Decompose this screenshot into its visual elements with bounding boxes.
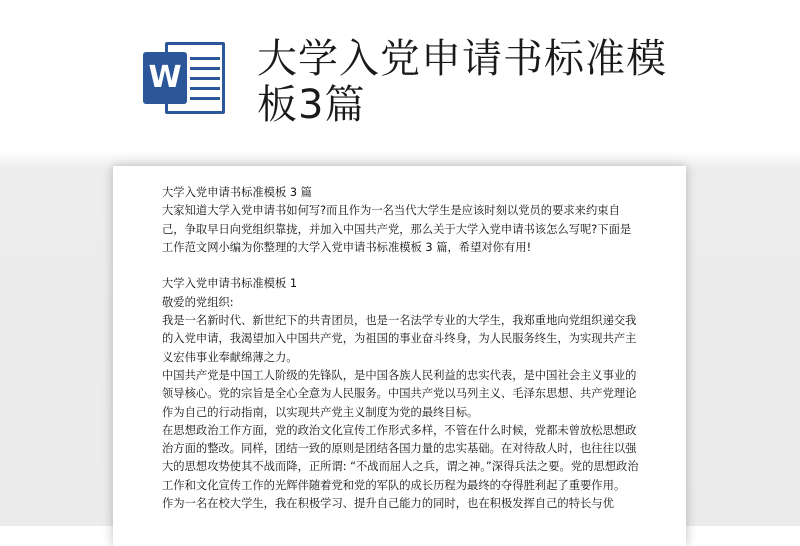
doc-intro-paragraph: 大家知道大学入党申请书如何写?而且作为一名当代大学生是应该时刻以党员的要求来约束自己，争取早日向党组织靠拢，并加入中国共产党，那么关于大学入党申请书该怎么写呢?下面是工作范文网小编为你整理的大学入党申请书标准模板 3 篇，希望对你有用!: [162, 204, 632, 254]
doc-paragraph: 中国共产党是中国工人阶级的先锋队，是中国各族人民利益的忠实代表，是中国社会主义事业的领导核心。党的宗旨是全心全意为人民服务。中国共产党以马列主义、毛泽东思想、共产党理论作为自己的行动指南，以实现共产党主义制度为党的最终目标。: [162, 368, 637, 419]
doc-paragraph: 我是一名新时代、新世纪下的共青团员，也是一名法学专业的大学生，我郑重地向党组织递交我的入党申请，我渴望加入中国共产党，为祖国的事业奋斗终身，为人民服务终生，为实现共产主义宏伟事业奉献绵薄之力。: [162, 314, 637, 364]
doc-paragraph: 作为一名在校大学生，我在积极学习、提升自己能力的同时，也在积极发挥自己的特长与优: [162, 497, 614, 511]
word-document-icon: [143, 42, 228, 114]
word-badge: W: [143, 52, 187, 104]
doc-salutation: 敬爱的党组织:: [162, 295, 234, 309]
doc-blank-line: [162, 257, 642, 275]
header-banner: [0, 0, 800, 150]
doc-paragraph: 在思想政治工作方面，党的政治文化宣传工作形式多样，不管在什么时候，党都未曾放松思想政治方面的整改。同样，团结一致的原则是团结各国力量的忠实基础。在对待敌人时，也往往以强大的思想攻势使其不战而降，正所谓: “不战而屈人之兵，谓之神。”深得兵法之要。党的思想政治工作和文化宣传工作的光辉伴随着党和党的军队的成长历程为最终的夺得胜利起了重要作用。: [162, 423, 639, 492]
doc-heading: 大学入党申请书标准模板 3 篇: [162, 186, 312, 199]
doc-section-heading: 大学入党申请书标准模板 1: [162, 277, 298, 291]
document-preview-page: [113, 166, 686, 546]
document-body: [162, 184, 642, 513]
page-title: 大学入党申请书标准模板3篇: [257, 36, 667, 128]
